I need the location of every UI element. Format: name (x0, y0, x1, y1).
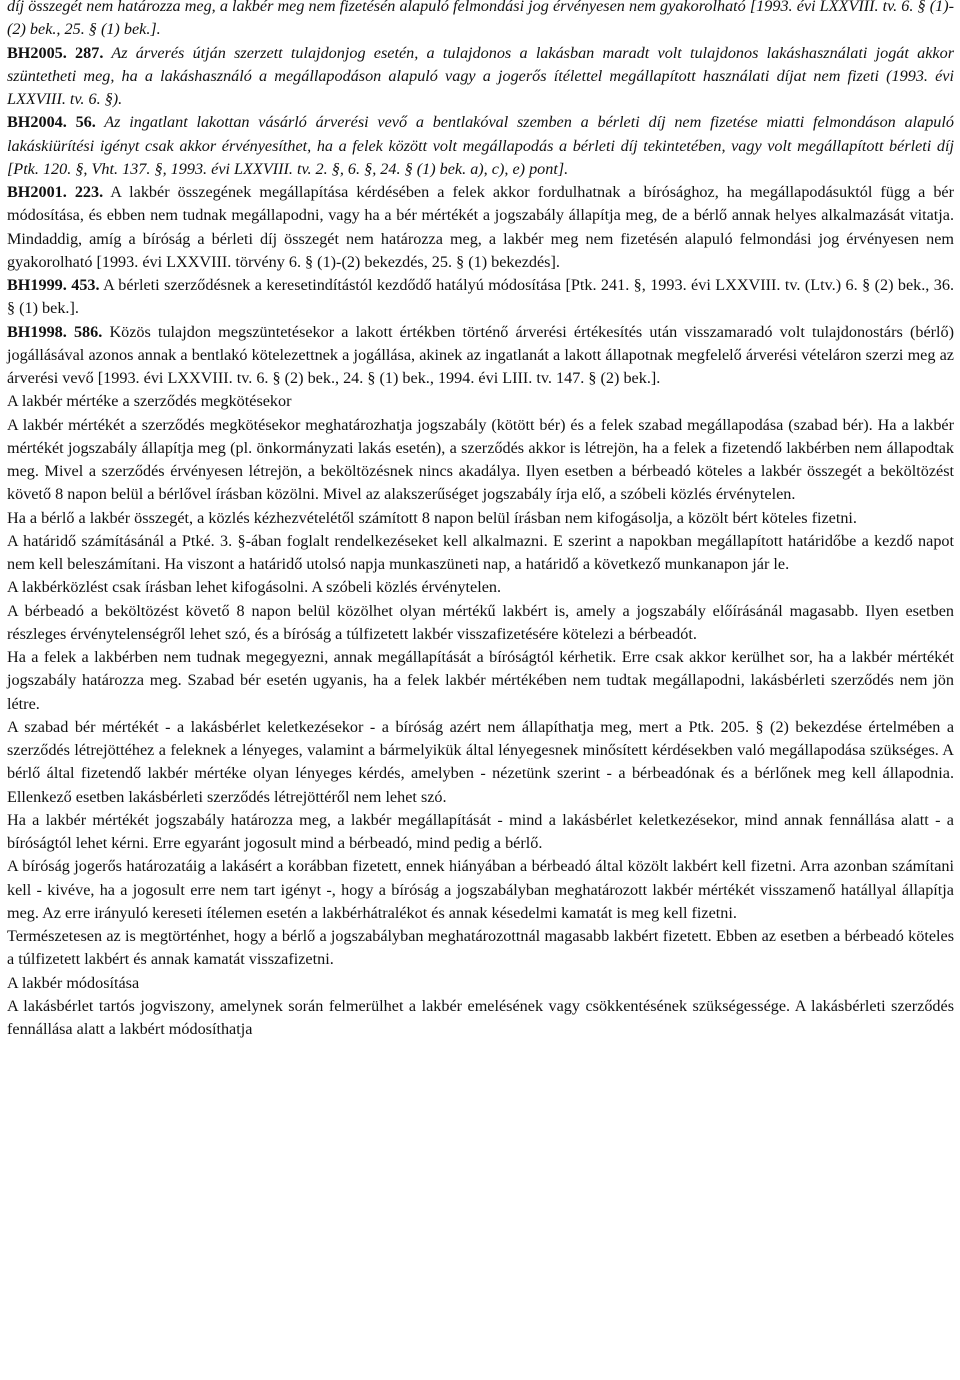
paragraph-jogszabaly (7, 809, 954, 856)
paragraph-lakasberlet-tartos (7, 995, 954, 1042)
paragraph-1 (7, 0, 954, 42)
paragraph-berbeado (7, 600, 954, 647)
case-reference: BH2004. 56. (7, 113, 96, 132)
paragraph-bh2005-287 (7, 42, 954, 112)
paragraph-lakber-merteke (7, 414, 954, 507)
paragraph-text: Az árverés útján szerzett tulajdonjog esetén, a tulajdonos a lakásban maradt volt tulajdonos lakáshasználati jogát akkor szüntetheti meg, ha a lakáshasználó a megállapodáson alapuló vagy a jogerős ítélettel megállapított használati díjat nem fizeti (1993. évi LXXVIII. tv. 6. §). (7, 43, 954, 108)
paragraph-szabad-ber (7, 716, 954, 809)
paragraph-text: Az ingatlant lakottan vásárló árverési vevő a bentlakóval szemben a bérleti díj nem fizetése miatti felmondáson alapuló lakáskiürítési igényt csak akkor érvényesíthet, ha a felek között volt megállapodás a bérleti díj tekintetében, vagy volt megállapított bérleti díj [Ptk. 120. §, Vht. 137. §, 1993. évi LXXVIII. tv. 2. §, 6. §, 24. § (1) bek. a), c), e) pont]. (7, 113, 954, 178)
paragraph-text: Természetesen az is megtörténhet, hogy a bérlő a jogszabályban meghatározottnál magasabb lakbért fizetett. Ebben az esetben a bérbeadó köteles a túlfizetett lakbért és annak kamatát visszafizetni. (7, 927, 954, 969)
paragraph-hatarido (7, 530, 954, 577)
case-reference: BH2001. 223. (7, 183, 104, 201)
section-heading-lakber-merteke (7, 390, 954, 413)
paragraph-bh2004-56 (7, 111, 954, 181)
paragraph-jogeros-hatarozat (7, 855, 954, 925)
paragraph-text: Közös tulajdon megszüntetésekor a lakott értékben történő árverési értékesítés után visszamaradó volt tulajdonostárs (bérlő) jogállásával azonos annak a bentlakó kötelezettnek a jogállása, akinek az ingatlanát a lakott állapotnak megfelelő árverési vételáron szerzi meg az árverési vevő [1993. évi LXXVIII. tv. 6. § (2) bek., 24. § (1) bek., 1994. évi LIII. tv. 147. § (2) bek.]. (7, 322, 954, 387)
case-reference: BH2005. 287. (7, 43, 104, 62)
paragraph-tulfizetes (7, 925, 954, 972)
paragraph-bh1998-586 (7, 321, 954, 391)
paragraph-bh2001-223 (7, 181, 954, 274)
case-reference: BH1998. 586. (7, 322, 103, 341)
paragraph-text: díj összegét nem határozza meg, a lakbér meg nem fizetésén alapuló felmondási jog érvényesen nem gyakorolható [1993. évi LXXVIII. tv. 6. § (1)-(2) bek., 25. § (1) bek.]. (7, 0, 954, 39)
paragraph-text: A lakbér összegének megállapítása kérdésében a felek akkor fordulhatnak a bírósághoz, ha megállapodásuktól függ a bér módosítása, és ebben nem tudnak megállapodni, vagy ha a bér mértékét a jogszabály állapítja meg, de a bérlő annak helyes alkalmazását vitatja. Mindaddig, amíg a bíróság a bérleti díj összegét nem határozza meg, a lakbér meg nem fizetésén alapuló felmondási jog érvényesen nem gyakorolható [1993. évi LXXVIII. törvény 6. § (1)-(2) bekezdés, 25. § (1) bekezdés]. (7, 183, 954, 271)
paragraph-text: A lakbérközlést csak írásban lehet kifogásolni. A szóbeli közlés érvénytelen. (7, 578, 502, 597)
paragraph-text: A lakásbérlet tartós jogviszony, amelynek során felmerülhet a lakbér emelésének vagy csökkentésének szükségessége. A lakásbérleti szerződés fennállása alatt a lakbért módosíthatja (7, 996, 954, 1038)
paragraph-bh1999-453 (7, 274, 954, 321)
paragraph-megegyezes (7, 646, 954, 716)
paragraph-text: Ha a lakbér mértékét jogszabály határozza meg, a lakbér megállapítását - mind a lakásbérlet keletkezésekor, mind annak fennállása alatt - a bíróságtól lehet kérni. Erre egyaránt jogosult mind a bérbeadó, mind pedig a bérlő. (7, 810, 954, 852)
paragraph-text: A bíróság jogerős határozatáig a lakásért a korábban fizetett, ennek hiányában a bérbeadó által közölt lakbért kell fizetni. Arra azonban számítani kell - kivéve, ha a jogosult erre nem tart igényt -, hogy a bíróság a jogszabályban meghatározott lakbér mértékét visszamenő hatállyal állapítja meg. Az erre irányuló kereseti ítélemen esetén a lakbérhátralékot és annak késedelmi kamatát is meg kell fizetni. (7, 857, 954, 922)
paragraph-text: A bérleti szerződésnek a keresetindítástól kezdődő hatályú módosítása [Ptk. 241. §, 1993. évi LXXVIII. tv. (Ltv.) 6. § (2) bek., 36. § (1) bek.]. (7, 276, 955, 318)
heading-text: A lakbér mértéke a szerződés megkötésekor (7, 392, 292, 411)
heading-text: A lakbér módosítása (7, 973, 140, 992)
paragraph-kifogas (7, 507, 954, 530)
paragraph-text: Ha a bérlő a lakbér összegét, a közlés kézhezvételétől számított 8 napon belül írásban nem kifogásolja, a közölt bért köteles fizetni. (7, 508, 857, 527)
paragraph-text: A határidő számításánál a Ptké. 3. §-ában foglalt rendelkezéseket kell alkalmazni. E szerint a napokban megállapított határidőbe a kezdő napot nem kell beleszámítani. Ha viszont a határidő utolsó napja munkaszüneti nap, a határidő a következő munkanapon jár le. (7, 531, 954, 573)
paragraph-lakberkozles (7, 576, 954, 599)
paragraph-text: Ha a felek a lakbérben nem tudnak megegyezni, annak megállapítását a bíróságtól kérhetik. Erre csak akkor kerülhet sor, ha a lakbér mértékét jogszabály határozza meg. Szabad bér esetén ugyanis, ha a felek lakbér mértékében nem tudtak megállapodni, lakásbérleti szerződés nem jön létre. (7, 648, 954, 713)
paragraph-text: A lakbér mértékét a szerződés megkötésekor meghatározhatja jogszabály (kötött bér) és a felek szabad megállapodása (szabad bér). Ha a lakbér mértékét jogszabály állapítja meg (pl. önkormányzati lakás esetén), a szerződés akkor is létrejön, ha a felek a fizetendő lakbérben nem állapodtak meg. Mivel a szerződés érvényesen létrejön, a beköltözésnek nincs akadálya. Ilyen esetben a bérbeadó köteles a lakbér összegét a beköltözést követő 8 napon belül a bérlővel írásban közölni. Mivel az alakszerűséget jogszabály írja elő, a szóbeli közlés érvénytelen. (7, 415, 954, 504)
section-heading-lakber-modositasa (7, 972, 954, 995)
paragraph-text: A szabad bér mértékét - a lakásbérlet keletkezésekor - a bíróság azért nem állapíthatja meg, mert a Ptk. 205. § (2) bekezdése értelmében a szerződés létrejöttéhez a feleknek a lényeges, valamint a bármelyikük által lényegesnek minősített kérdésekben való megállapodása szükséges. A bérlő által fizetendő lakbér mértéke olyan lényeges kérdés, amelyben - nézetünk szerint - a bérbeadónak és a bérlőnek meg kell állapodnia. Ellenkező esetben lakásbérleti szerződés létrejöttéről nem lehet szó. (7, 717, 954, 806)
paragraph-text: A bérbeadó a beköltözést követő 8 napon belül közölhet olyan mértékű lakbért is, amely a jogszabály előírásánál magasabb. Ilyen esetben részleges érvénytelenségről lehet szó, és a bíróság a túlfizetett lakbér visszafizetésére kötelezi a bérbeadót. (7, 601, 954, 643)
case-reference: BH1999. 453. (7, 276, 100, 294)
